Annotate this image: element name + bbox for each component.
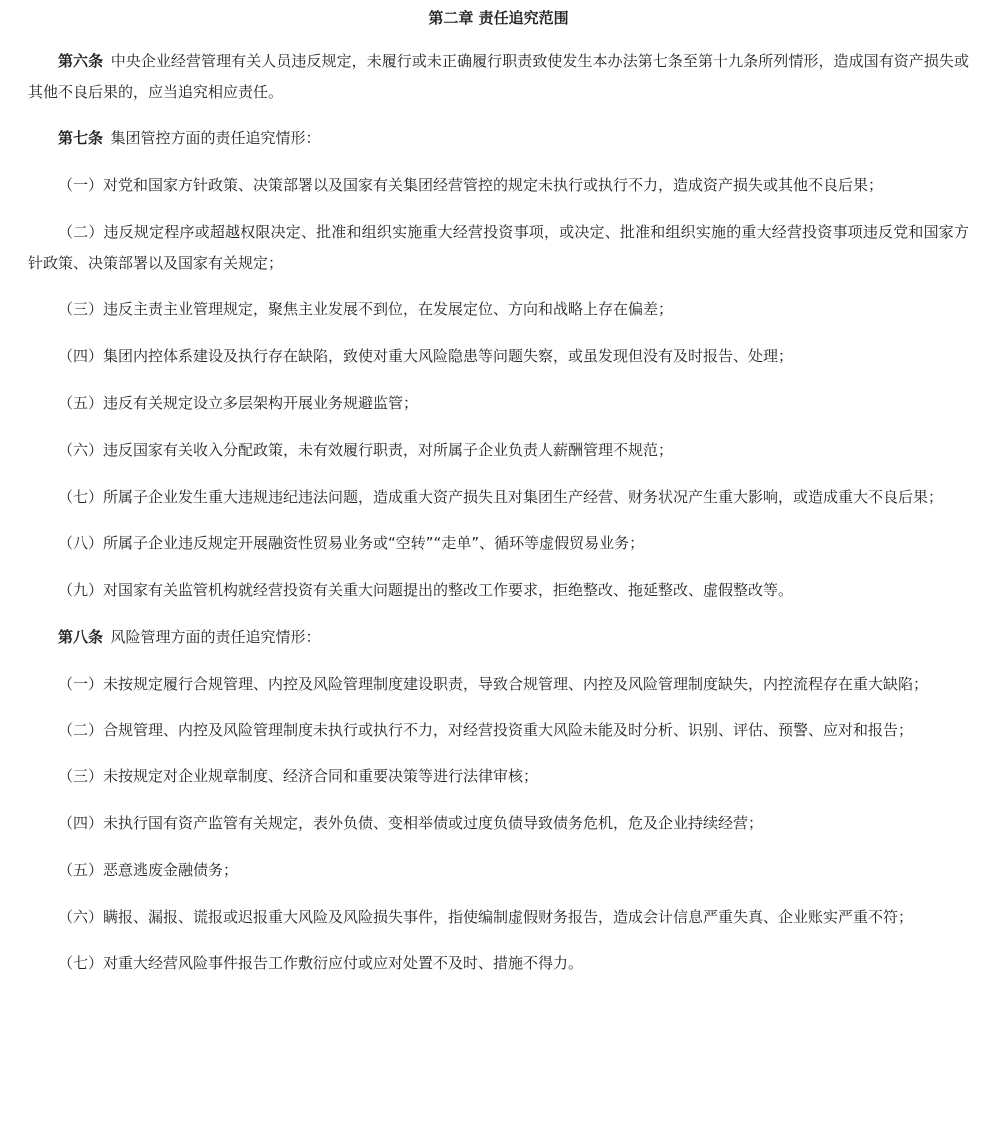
article-7-item-9: （九）对国家有关监管机构就经营投资有关重大问题提出的整改工作要求，拒绝整改、拖延整改、虚假整改等。	[58, 581, 794, 599]
article-7-intro	[28, 123, 969, 154]
article-8-item-3: （三）未按规定对企业规章制度、经济合同和重要决策等进行法律审核；	[58, 767, 539, 785]
article-8-item-5: （五）恶意逃废金融债务；	[58, 861, 239, 879]
article-7-item-6: （六）违反国家有关收入分配政策，未有效履行职责，对所属子企业负责人薪酬管理不规范；	[58, 441, 674, 459]
article-7-item-4: （四）集团内控体系建设及执行存在缺陷，致使对重大风险隐患等问题失察，或虽发现但没有及时报告、处理；	[58, 347, 794, 365]
article-6	[28, 46, 969, 108]
article-7-item-5: （五）违反有关规定设立多层架构开展业务规避监管；	[58, 394, 419, 412]
article-6-number: 第六条	[58, 52, 104, 70]
article-8-item-1: （一）未按规定履行合规管理、内控及风险管理制度建设职责，导致合规管理、内控及风险管理制度缺失，内控流程存在重大缺陷；	[58, 675, 929, 693]
article-7-item-8: （八）所属子企业违反规定开展融资性贸易业务或“空转”“走单”、循环等虚假贸易业务；	[58, 534, 645, 552]
article-7-item-2: （二）违反规定程序或超越权限决定、批准和组织实施重大经营投资事项，或决定、批准和组织实施的重大经营投资事项违反党和国家方针政策、决策部署以及国家有关规定；	[28, 223, 969, 272]
article-7-number: 第七条	[58, 129, 104, 147]
article-7-intro-text: 集团管控方面的责任追究情形：	[110, 129, 321, 147]
article-7-item-3: （三）违反主责主业管理规定，聚焦主业发展不到位，在发展定位、方向和战略上存在偏差；	[58, 300, 674, 318]
article-8-item-6: （六）瞒报、漏报、谎报或迟报重大风险及风险损失事件，指使编制虚假财务报告，造成会计信息严重失真、企业账实严重不符；	[58, 908, 914, 926]
article-8-intro	[28, 622, 969, 653]
article-8-intro-text: 风险管理方面的责任追究情形：	[110, 628, 321, 646]
article-8-number: 第八条	[58, 628, 104, 646]
article-7-item-7: （七）所属子企业发生重大违规违纪违法问题，造成重大资产损失且对集团生产经营、财务状况产生重大影响，或造成重大不良后果；	[58, 488, 944, 506]
article-8-item-7: （七）对重大经营风险事件报告工作敷衍应付或应对处置不及时、措施不得力。	[58, 954, 584, 972]
article-8-item-2: （二）合规管理、内控及风险管理制度未执行或执行不力，对经营投资重大风险未能及时分析、识别、评估、预警、应对和报告；	[58, 721, 914, 739]
article-8-item-4: （四）未执行国有资产监管有关规定，表外负债、变相举债或过度负债导致债务危机，危及企业持续经营；	[58, 814, 764, 832]
chapter-title: 第二章 责任追究范围	[428, 9, 569, 27]
article-6-text: 中央企业经营管理有关人员违反规定，未履行或未正确履行职责致使发生本办法第七条至第十九条所列情形，造成国有资产损失或其他不良后果的，应当追究相应责任。	[28, 52, 969, 101]
article-7-item-1: （一）对党和国家方针政策、决策部署以及国家有关集团经营管控的规定未执行或执行不力，造成资产损失或其他不良后果；	[58, 176, 884, 194]
